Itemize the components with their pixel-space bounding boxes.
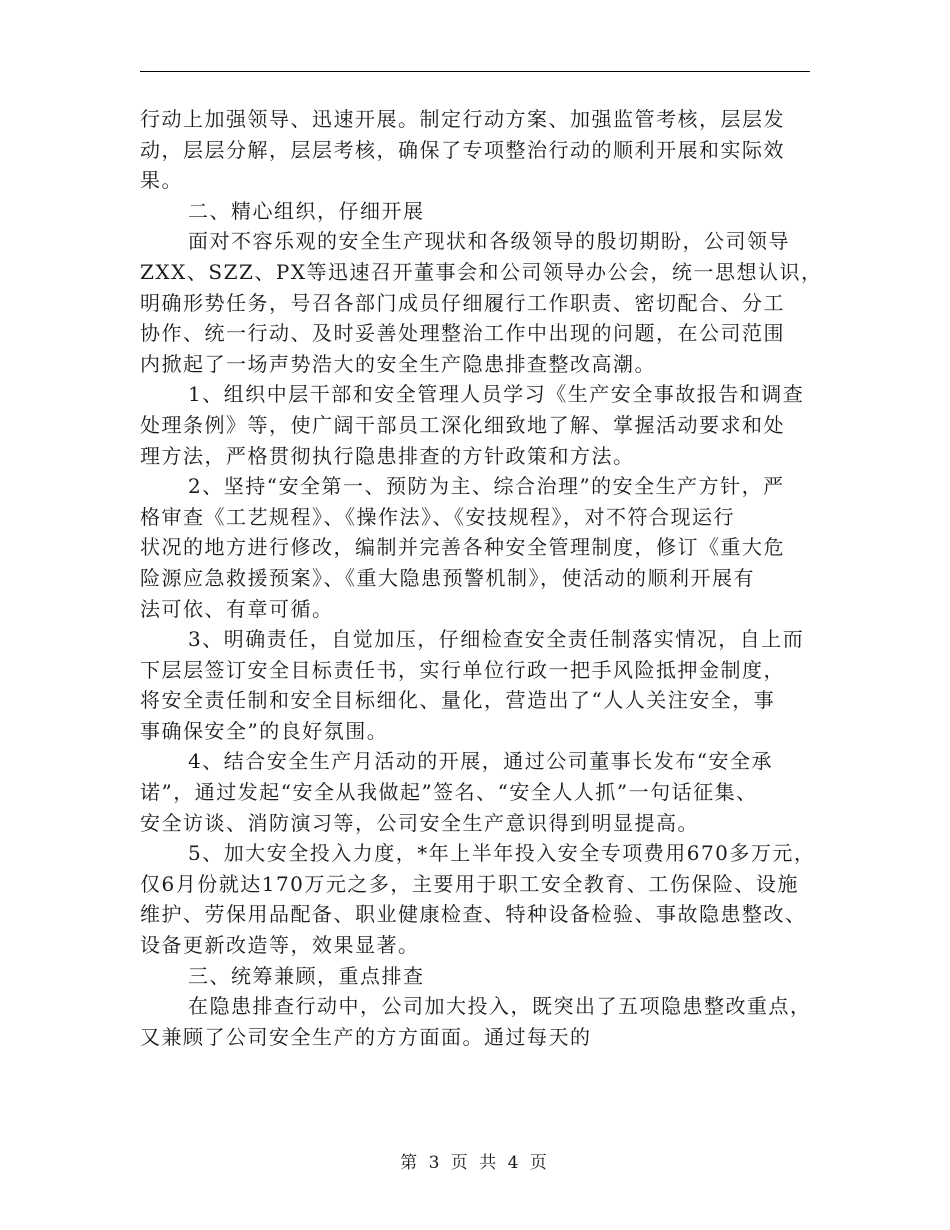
text-line: 维护、劳保用品配备、职业健康检查、特种设备检验、事故隐患整改、 xyxy=(140,902,807,927)
text-line: 在隐患排查行动中，公司加大投入，既突出了五项隐患整改重点， xyxy=(188,994,812,1019)
text-line: 法可依、有章可循。 xyxy=(140,596,334,621)
text-line: 2、坚持“安全第一、预防为主、综合治理”的安全生产方针，严 xyxy=(188,474,785,499)
text-line: 行动上加强领导、迅速开展。制定行动方案、加强监管考核，层层发 xyxy=(140,107,785,131)
text-line: 果。 xyxy=(140,168,183,193)
text-line: 协作、统一行动、及时妥善处理整治工作中出现的问题，在公司范围 xyxy=(140,321,785,346)
text-line: 1、组织中层干部和安全管理人员学习《生产安全事故报告和调查 xyxy=(188,382,805,407)
text-line: 4、结合安全生产月活动的开展，通过公司董事长发布“安全承 xyxy=(188,749,773,774)
text-line: 理方法，严格贯彻执行隐患排查的方针政策和方法。 xyxy=(140,443,635,468)
text-line: 险源应急救援预案》、《重大隐患预警机制》，使活动的顺利开展有 xyxy=(140,565,755,590)
text-line: 状况的地方进行修改，编制并完善各种安全管理制度，修订《重大危 xyxy=(140,535,785,560)
text-line: 安全访谈、消防演习等，公司安全生产意识得到明显提高。 xyxy=(140,810,699,835)
text-line: 内掀起了一场声势浩大的安全生产隐患排查整改高潮。 xyxy=(140,351,656,376)
header-rule xyxy=(140,71,810,72)
text-line: ZXX、SZZ、PX等迅速召开董事会和公司领导办公会，统一思想认识， xyxy=(140,259,823,284)
text-line: 动，层层分解，层层考核，确保了专项整治行动的顺利开展和实际效 xyxy=(140,137,785,162)
text-line: 二、精心组织，仔细开展 xyxy=(188,198,425,223)
text-line: 仅6月份就达170万元之多，主要用于职工安全教育、工伤保险、设施 xyxy=(140,871,799,896)
text-line: 下层层签订安全目标责任书，实行单位行政一把手风险抵押金制度， xyxy=(140,657,785,682)
document-body xyxy=(140,104,823,1052)
text-line: 处理条例》等，使广阔干部员工深化细致地了解、掌握活动要求和处 xyxy=(140,412,785,437)
text-line: 明确形势任务，号召各部门成员仔细履行工作职责、密切配合、分工 xyxy=(140,290,785,315)
text-line: 事确保安全”的良好氛围。 xyxy=(140,718,389,743)
text-line: 将安全责任制和安全目标细化、量化，营造出了“人人关注安全，事 xyxy=(140,688,776,713)
text-line: 设备更新改造等，效果显著。 xyxy=(140,933,420,958)
text-line: 3、明确责任，自觉加压，仔细检查安全责任制落实情况，自上而 xyxy=(188,627,805,652)
text-line: 面对不容乐观的安全生产现状和各级领导的殷切期盼，公司领导 xyxy=(188,229,790,254)
text-line: 诺”，通过发起“安全从我做起”签名、“安全人人抓”一句话征集、 xyxy=(140,780,758,805)
text-line: 三、统筹兼顾，重点排查 xyxy=(188,963,425,988)
text-line: 又兼顾了公司安全生产的方方面面。通过每天的 xyxy=(140,1024,592,1049)
page-number: 第 3 页 共 4 页 xyxy=(400,1153,550,1173)
text-line: 5、加大安全投入力度，*年上半年投入安全专项费用670多万元， xyxy=(188,841,816,866)
text-line: 格审查《工艺规程》、《操作法》、《安技规程》，对不符合现运行 xyxy=(140,504,735,529)
